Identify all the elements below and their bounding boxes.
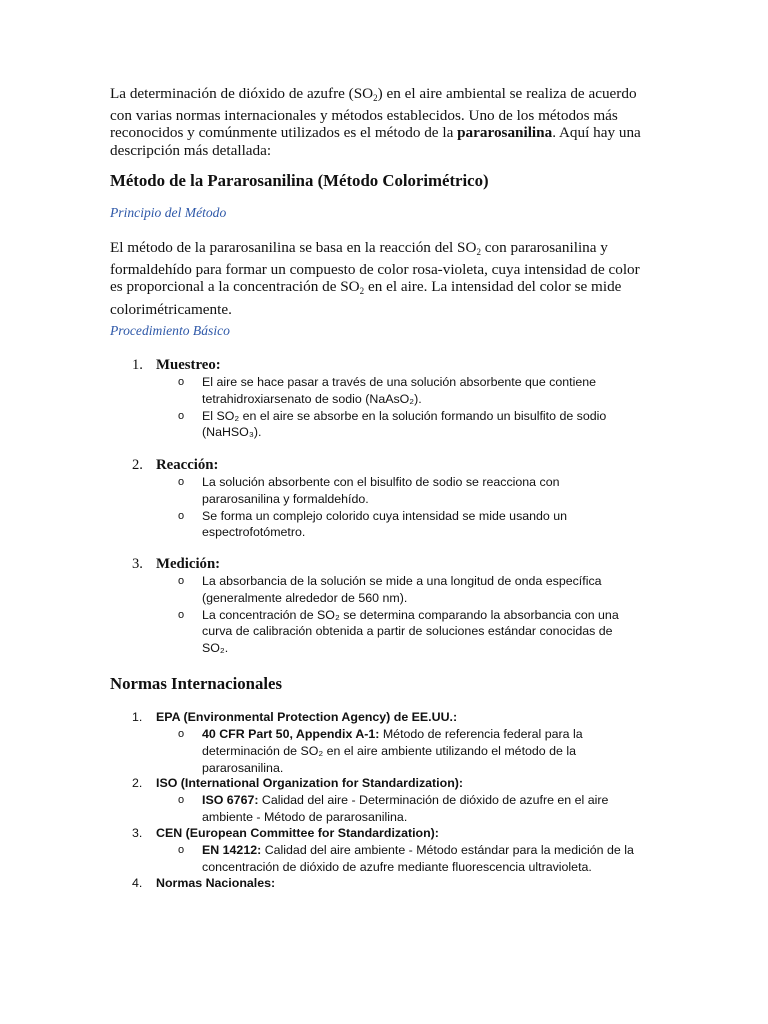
norm-number: 3. xyxy=(132,826,143,840)
norm-bullets xyxy=(178,842,662,876)
bullet-item: o EN 14212: Calidad del aire ambiente - Método estándar para la medición de la concentración de dióxido de azufre mediante fluorescencia ultravioleta. xyxy=(178,843,634,874)
procedure-bullets xyxy=(178,374,662,441)
principle-line-2: formaldehído para formar un compuesto de color rosa-violeta, cuya intensidad de color xyxy=(110,261,640,279)
principle-line-3: es proporcional a la concentración de $SO_2$ en el aire. La intensidad del color se mide xyxy=(110,278,622,297)
heading-norms: Normas Internacionales xyxy=(110,674,282,693)
procedure-title: Muestreo: xyxy=(156,357,221,373)
intro-line-4: descripción más detallada: xyxy=(110,141,272,159)
bullet-item: o El SO₂ en el aire se absorbe en la solución formando un bisulfito de sodio (NaHSO₃). xyxy=(178,408,607,440)
bullet-circle-icon: o xyxy=(178,476,185,488)
procedure-number: 3. xyxy=(132,556,143,572)
bullet-circle-icon: o xyxy=(178,728,185,740)
norm-number: 2. xyxy=(132,776,143,790)
bullet-item: o El aire se hace pasar a través de una solución absorbente que contiene tetrahidroxiarsenato de sodio (NaAsO₂). xyxy=(178,375,597,406)
intro-line-3: reconocidos y comúnmente utilizados es el método de la pararosanilina. Aquí hay una xyxy=(110,124,641,142)
norm-title: EPA (Environmental Protection Agency) de EE.UU.: xyxy=(156,710,458,724)
bullet-circle-icon: o xyxy=(178,608,185,621)
intro-line-2: con varias normas internacionales y métodos establecidos. Uno de los métodos más xyxy=(110,107,618,125)
norm-bullets xyxy=(178,792,662,826)
bullet-circle-icon: o xyxy=(178,844,185,856)
procedure-bullets xyxy=(178,474,662,541)
procedure-bullets xyxy=(178,573,662,657)
procedure-title: Reacción: xyxy=(156,457,219,473)
norm-title: ISO (International Organization for Standardization): xyxy=(156,776,464,790)
intro-line-1: La determinación de dióxido de azufre $(SO_2)$ en el aire ambiental se realiza de acuerdo xyxy=(110,85,637,103)
principle-paragraph xyxy=(110,239,670,318)
bullet-item: o La concentración de SO₂ se determina comparando la absorbancia con una curva de calibración obtenida a partir de soluciones estándar conocidas de SO₂. xyxy=(178,607,619,656)
procedure-number: 2. xyxy=(132,457,143,473)
bullet-circle-icon: o xyxy=(178,575,185,587)
procedure-number: 1. xyxy=(132,357,143,373)
norm-number: 4. xyxy=(132,876,143,890)
procedure-title: Medición: xyxy=(156,556,221,572)
intro-paragraph xyxy=(110,85,670,159)
bullet-circle-icon: o xyxy=(178,794,185,806)
bullet-item: o La absorbancia de la solución se mide a una longitud de onda específica (generalmente alrededor de 560 nm). xyxy=(178,574,602,605)
heading-method: Método de la Pararosanilina (Método Colorimétrico) xyxy=(110,171,489,190)
bullet-circle-icon: o xyxy=(178,509,185,522)
bullet-item: o Se forma un complejo colorido cuya intensidad se mide usando un espectrofotómetro. xyxy=(178,508,568,540)
bullet-item: o La solución absorbente con el bisulfito de sodio se reacciona con pararosanilina y formaldehído. xyxy=(178,475,560,506)
subheading-procedure: Procedimiento Básico xyxy=(110,323,230,338)
principle-line-4: colorimétricamente. xyxy=(110,300,232,318)
norm-title: Normas Nacionales: xyxy=(156,876,276,890)
bullet-item: o ISO 6767: Calidad del aire - Determinación de dióxido de azufre en el aire ambiente - Método de pararosanilina. xyxy=(178,793,609,824)
subheading-principle: Principio del Método xyxy=(110,205,227,220)
bullet-circle-icon: o xyxy=(178,376,185,388)
bullet-circle-icon: o xyxy=(178,409,185,422)
norm-title: CEN (European Committee for Standardization): xyxy=(156,826,439,840)
norm-number: 1. xyxy=(132,710,143,724)
bullet-item: o 40 CFR Part 50, Appendix A-1: Método de referencia federal para la determinación de SO₂ en el aire ambiente utilizando el método de la pararosanilina. xyxy=(178,727,583,775)
norm-bullets xyxy=(178,726,662,776)
principle-line-1: El método de la pararosanilina se basa en la reacción del $SO_2$ con pararosanilina y xyxy=(110,239,608,257)
